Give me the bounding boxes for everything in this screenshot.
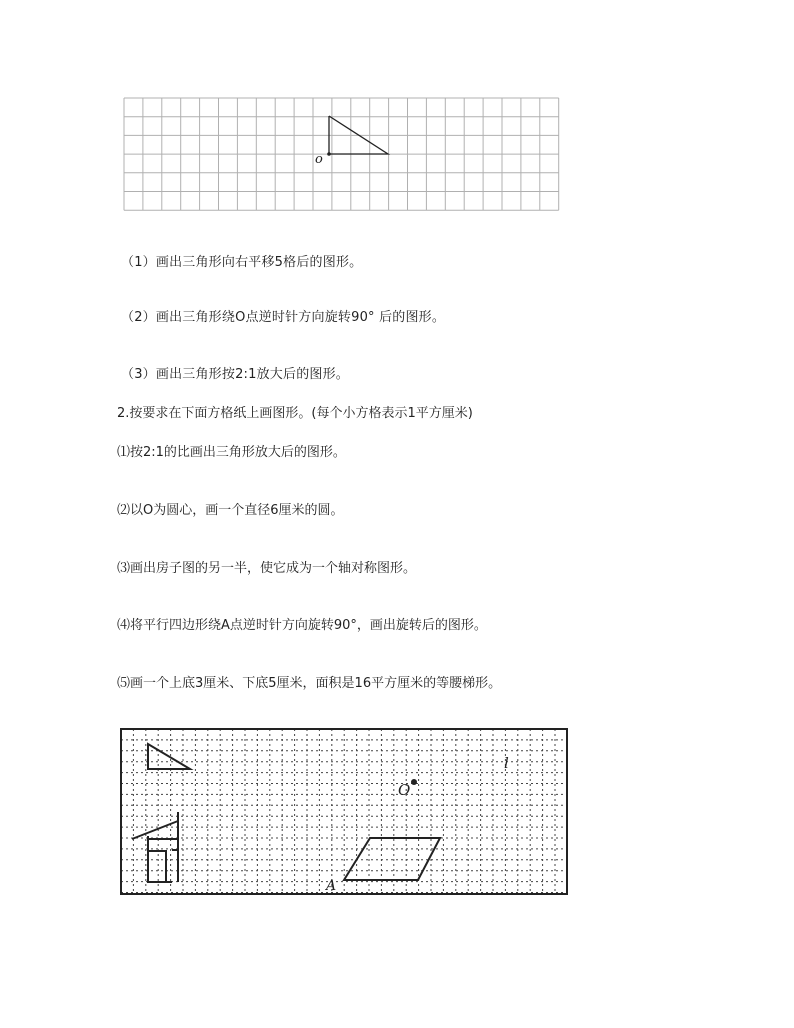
problem-2-item-3: ⑶画出房子图的另一半，使它成为一个轴对称图形。: [117, 561, 417, 576]
grid-figure-2: [118, 726, 570, 898]
parallelogram: [344, 838, 440, 880]
problem-2-heading: 2.按要求在下面方格纸上画图形。(每个小方格表示1平方厘米): [117, 406, 473, 421]
label-l: l: [504, 754, 509, 772]
problem-2-item-4: ⑷将平行四边形绕A点逆时针方向旋转90°，画出旋转后的图形。: [117, 618, 487, 633]
half-house: [132, 812, 178, 882]
question-1-2: （2）画出三角形绕O点逆时针方向旋转90° 后的图形。: [121, 310, 446, 325]
point-o-dot: [411, 779, 417, 785]
label-a: A: [326, 878, 337, 894]
point-o-dot: [327, 152, 331, 156]
label-o: O: [398, 781, 411, 799]
small-triangle: [148, 744, 190, 769]
problem-2-item-2: ⑵以O为圆心，画一个直径6厘米的圆。: [117, 503, 344, 518]
dotted-grid-lines: [121, 729, 567, 894]
grid-figure-1: [120, 95, 560, 215]
problem-2-item-1: ⑴按2:1的比画出三角形放大后的图形。: [117, 445, 346, 460]
label-o: o: [315, 152, 323, 167]
question-1-3: （3）画出三角形按2:1放大后的图形。: [121, 367, 349, 382]
question-1-1: （1）画出三角形向右平移5格后的图形。: [121, 255, 363, 270]
problem-2-item-5: ⑸画一个上底3厘米、下底5厘米，面积是16平方厘米的等腰梯形。: [117, 676, 502, 691]
